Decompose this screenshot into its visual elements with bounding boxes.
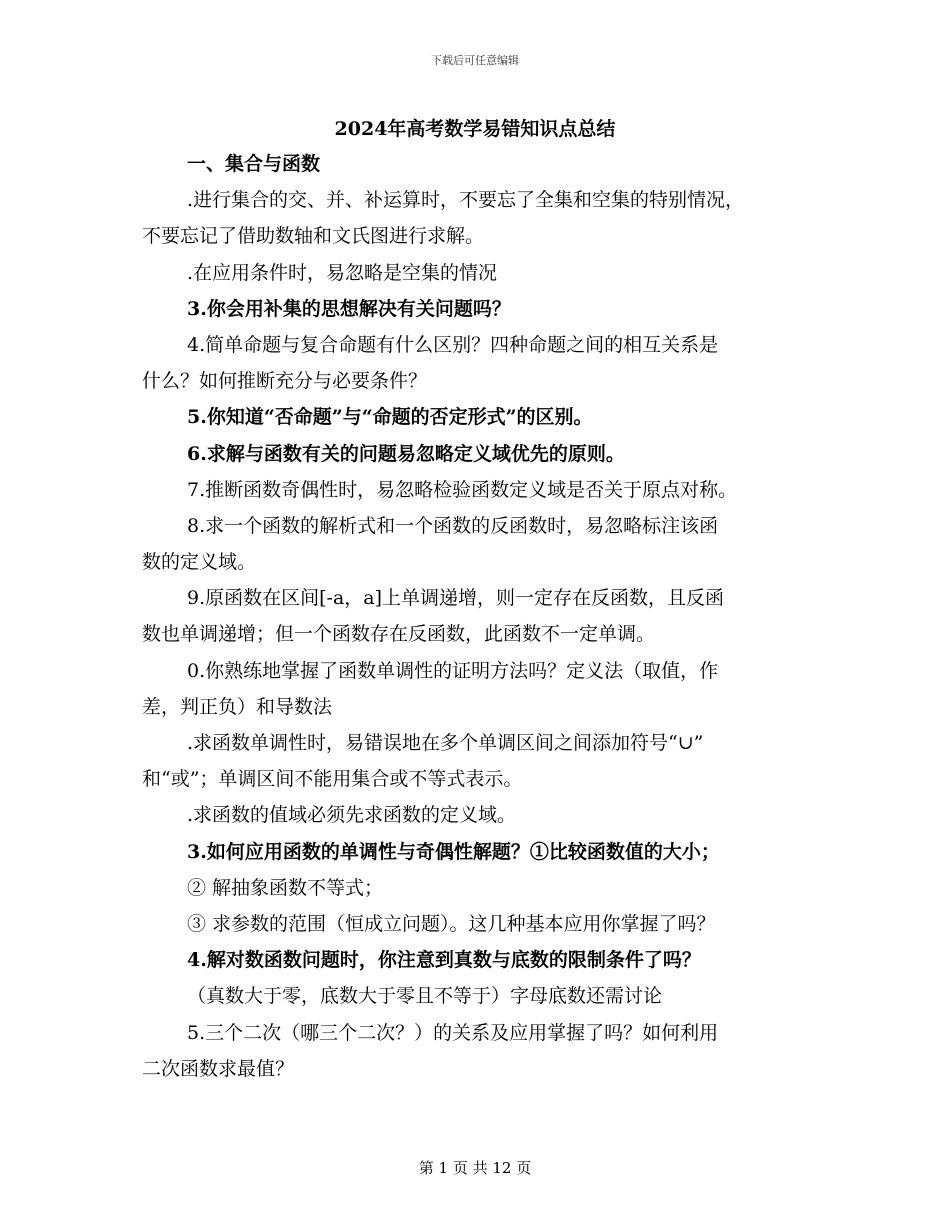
text-line: 4.简单命题与复合命题有什么区别？四种命题之间的相互关系是 bbox=[187, 333, 719, 356]
text-line: 8.求一个函数的解析式和一个函数的反函数时，易忽略标注该函 bbox=[187, 514, 719, 537]
text-line: 7.推断函数奇偶性时，易忽略检验函数定义域是否关于原点对称。 bbox=[187, 478, 738, 501]
text-line: 9.原函数在区间[-a，a]上单调递增，则一定存在反函数，且反函 bbox=[187, 587, 725, 610]
text-line: 二次函数求最值？ bbox=[142, 1057, 295, 1080]
text-line: （真数大于零，底数大于零且不等于）字母底数还需讨论 bbox=[187, 985, 663, 1008]
text-line: 数的定义域。 bbox=[142, 551, 257, 574]
text-line: 4.解对数函数问题时，你注意到真数与底数的限制条件了吗？ bbox=[187, 949, 701, 972]
text-line: 不要忘记了借助数轴和文氏图进行求解。 bbox=[142, 225, 485, 248]
page-footer: 第 1 页 共 12 页 bbox=[418, 1159, 532, 1177]
text-line: ③ 求参数的范围（恒成立问题）。这几种基本应用你掌握了吗？ bbox=[187, 912, 716, 935]
text-line: 什么？如何推断充分与必要条件？ bbox=[142, 370, 428, 393]
text-line: .求函数的值域必须先求函数的定义域。 bbox=[187, 804, 517, 827]
section-heading: 一、集合与函数 bbox=[187, 153, 321, 175]
page-header: 下载后可任意编辑 bbox=[431, 54, 519, 67]
text-line: 6.求解与函数有关的问题易忽略定义域优先的原则。 bbox=[187, 442, 625, 465]
text-line: .求函数单调性时，易错误地在多个单调区间之间添加符号“∪” bbox=[187, 732, 704, 754]
text-line: 3.如何应用函数的单调性与奇偶性解题？①比较函数值的大小； bbox=[187, 840, 720, 863]
text-line: 0.你熟练地掌握了函数单调性的证明方法吗？定义法（取值，作 bbox=[187, 659, 719, 682]
text-line: 5.三个二次（哪三个二次？）的关系及应用掌握了吗？如何利用 bbox=[187, 1021, 719, 1044]
text-line: .进行集合的交、并、补运算时，不要忘了全集和空集的特别情况， bbox=[187, 189, 745, 212]
text-line: .在应用条件时，易忽略是空集的情况 bbox=[187, 261, 498, 284]
document-body bbox=[142, 146, 822, 1087]
document-title: 2024年高考数学易错知识点总结 bbox=[334, 118, 616, 140]
text-line: 和“或”；单调区间不能用集合或不等式表示。 bbox=[142, 768, 523, 791]
text-lines bbox=[142, 182, 822, 1087]
text-line: 差，判正负）和导数法 bbox=[142, 695, 333, 718]
text-line: 5.你知道“否命题”与“命题的否定形式”的区别。 bbox=[187, 406, 593, 429]
text-line: 3.你会用补集的思想解决有关问题吗？ bbox=[187, 297, 511, 320]
text-line: 数也单调递增；但一个函数存在反函数，此函数不一定单调。 bbox=[142, 623, 656, 646]
text-line: ② 解抽象函数不等式； bbox=[187, 876, 384, 899]
